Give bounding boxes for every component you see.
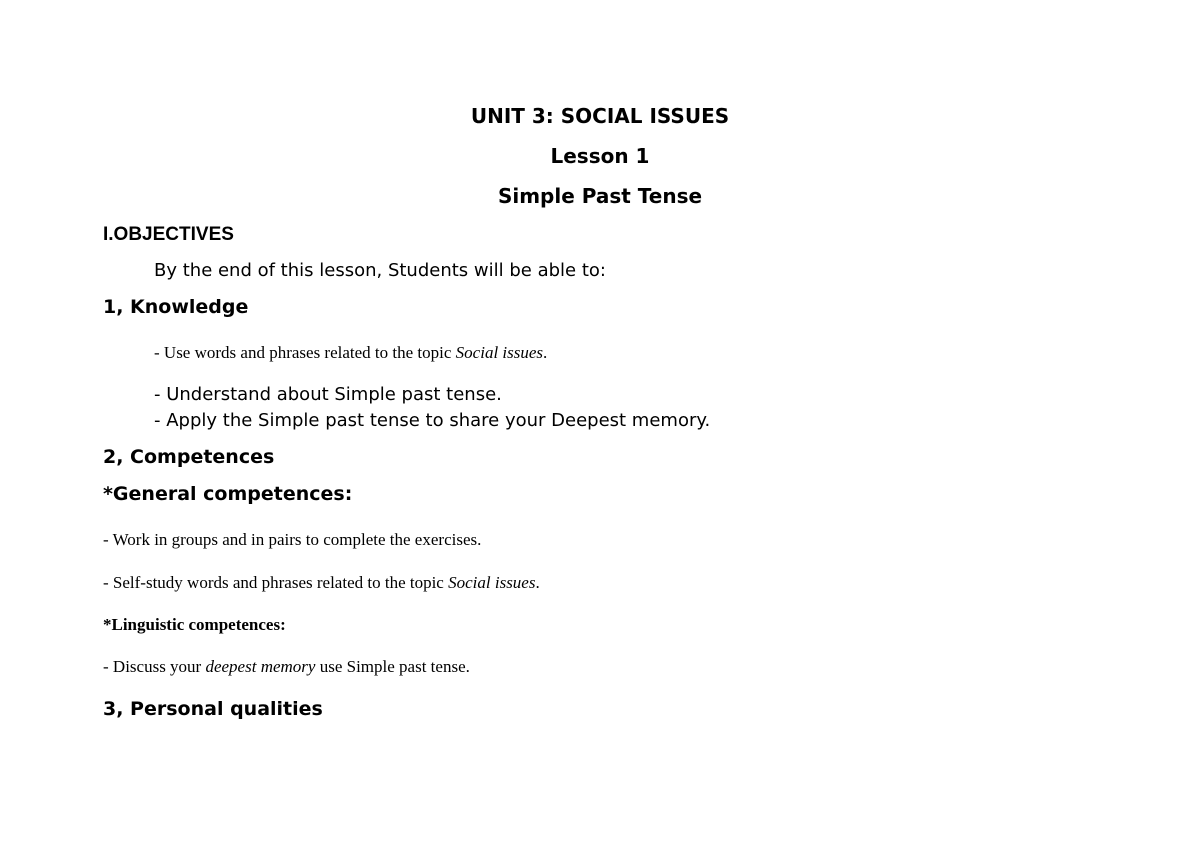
linguistic-item-1-end: use Simple past tense. bbox=[315, 657, 470, 676]
general-competences-heading: *General competences: bbox=[103, 483, 353, 505]
general-item-1: - Work in groups and in pairs to complete the exercises. bbox=[103, 530, 482, 549]
objectives-intro: By the end of this lesson, Students will be able to: bbox=[154, 260, 606, 281]
competences-heading: 2, Competences bbox=[103, 446, 275, 468]
general-item-2-end: . bbox=[535, 573, 540, 592]
knowledge-item-1-end: . bbox=[543, 343, 548, 362]
linguistic-item-1-emphasis: deepest memory bbox=[205, 657, 316, 676]
knowledge-item-3: - Apply the Simple past tense to share your Deepest memory. bbox=[154, 410, 711, 431]
knowledge-heading: 1, Knowledge bbox=[103, 296, 249, 318]
knowledge-item-1 bbox=[154, 344, 547, 361]
objectives-heading: I.OBJECTIVES bbox=[103, 224, 234, 245]
lesson-number: Lesson 1 bbox=[550, 144, 650, 168]
linguistic-competences-heading: *Linguistic competences: bbox=[103, 615, 286, 634]
knowledge-item-1-text: - Use words and phrases related to the topic bbox=[154, 343, 456, 362]
general-item-2-topic: Social issues bbox=[448, 573, 536, 592]
lesson-topic: Simple Past Tense bbox=[497, 184, 703, 208]
knowledge-item-1-topic: Social issues bbox=[455, 343, 544, 362]
unit-title: UNIT 3: SOCIAL ISSUES bbox=[470, 104, 730, 128]
personal-qualities-heading: 3, Personal qualities bbox=[103, 698, 323, 720]
knowledge-item-2: - Understand about Simple past tense. bbox=[154, 384, 502, 405]
linguistic-item-1 bbox=[103, 658, 470, 675]
linguistic-item-1-text: - Discuss your bbox=[103, 657, 206, 676]
general-item-2 bbox=[103, 574, 540, 591]
general-item-2-text: - Self-study words and phrases related to the topic bbox=[103, 573, 449, 592]
